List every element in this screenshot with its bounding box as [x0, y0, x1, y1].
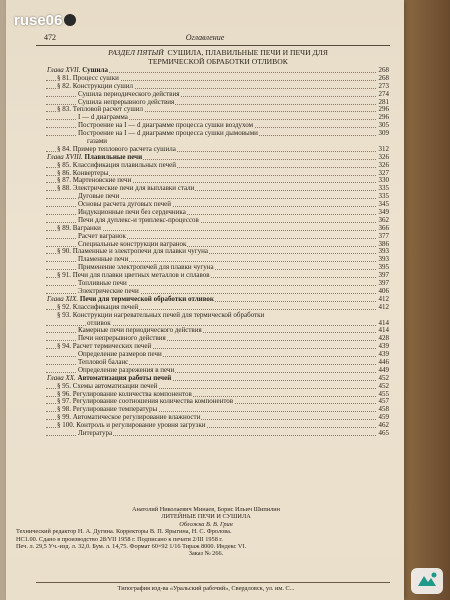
- colophon-authors: Анатолий Николаевич Минаев, Борис Ильич Шипилин: [132, 506, 280, 513]
- toc-entry-title: Печи для дуплекс-и триплекс-процессов: [78, 215, 199, 224]
- footer-rule: [36, 582, 390, 583]
- watermark: [14, 12, 76, 29]
- toc-entry-number: Глава XX.: [47, 373, 76, 382]
- toc-entry-number: § 81.: [57, 73, 71, 82]
- toc-entry-number: Глава XVII.: [47, 66, 81, 74]
- toc-entry-number: § 83.: [57, 105, 71, 114]
- toc-entry-title: Тепловой баланс: [78, 357, 129, 366]
- toc-page-number: 296: [378, 113, 389, 122]
- toc-entry-number: § 95.: [57, 381, 71, 390]
- toc-page-number: 428: [378, 334, 389, 343]
- toc-entry-text: [56, 185, 195, 193]
- toc-entry-title: Регулирование количества компонентов: [72, 389, 192, 398]
- toc-entry-title: Определение разрежения в печи: [78, 365, 175, 374]
- toc-entry-title: Электрические печи: [78, 286, 139, 295]
- toc-entry-title: Классификация печей: [72, 302, 139, 311]
- colophon-line-1: НС1.00. Сдано в производство 28/VII 1958 г. Подписано к печати 2/III 1958 г.: [16, 535, 223, 543]
- toc-entry-number: § 92.: [57, 302, 71, 311]
- part-title-2: ТЕРМИЧЕСКОЙ ОБРАБОТКИ ОТЛИВОК: [148, 56, 288, 66]
- toc-entry-title: Конструкции сушил: [72, 81, 134, 90]
- toc-page-number: 330: [378, 176, 389, 185]
- toc-page-number: 439: [378, 342, 389, 351]
- toc-entry-title: отливок: [87, 318, 111, 327]
- toc-page-number: 393: [378, 255, 389, 264]
- toc-page-number: 281: [378, 97, 389, 106]
- colophon-editors: Технический редактор Н. А. Дугина. Корректоры В. П. Ярыгина, Н. С. Фролова.: [16, 528, 232, 536]
- toc-entry-title: Регулирование соотношения количества компонентов: [72, 397, 234, 406]
- toc-entry-number: § 98.: [57, 405, 71, 414]
- watermark-text: ruse06: [14, 12, 63, 29]
- toc-page-number: 452: [378, 381, 389, 390]
- running-title: Оглавление: [185, 33, 225, 42]
- toc-page-number: 268: [378, 66, 389, 74]
- toc-page-number: 406: [378, 286, 389, 295]
- colophon-cover: Обложка В. В. Грин: [179, 520, 233, 528]
- toc-page-number: 457: [378, 397, 389, 406]
- toc-page-number: 362: [378, 215, 389, 224]
- toc-entry-title: Сушила периодического действия: [78, 89, 180, 98]
- toc-page-number: 439: [378, 350, 389, 359]
- toc-entry-title: Мартеновские печи: [72, 176, 132, 185]
- toc-entry-number: § 85.: [57, 160, 71, 169]
- toc-entry-title: Камерные печи периодического действия: [78, 326, 202, 335]
- toc-entry-title: Пламенные печи: [78, 255, 129, 264]
- toc-page-number: 397: [378, 271, 389, 280]
- toc-entry-title: Вагранки: [72, 223, 101, 232]
- toc-entry-title: Конструкции нагревательных печей для термической обработки: [72, 310, 265, 319]
- table-of-contents: [46, 49, 390, 438]
- toc-entry-number: § 90.: [57, 247, 71, 256]
- toc-page-number: 449: [378, 365, 389, 374]
- toc-entry-title: Печи для термической обработки отливок: [79, 294, 214, 303]
- toc-page-number: 462: [378, 421, 389, 430]
- toc-entry-title: Пламенные и электропечи для плавки чугуна: [72, 247, 208, 256]
- toc-entry-number: § 84.: [57, 144, 71, 153]
- toc-entry-title: Основы расчета дуговых печей: [78, 200, 171, 209]
- toc-page-number: 458: [378, 405, 389, 414]
- toc-entry-title: Печи непрерывного действия: [78, 334, 166, 343]
- toc-entry-title: Расчет вагранок: [78, 231, 126, 240]
- toc-entry-title: Определение размеров печи: [78, 350, 162, 359]
- toc-page-number: 349: [378, 208, 389, 217]
- toc-entry-number: § 88.: [57, 184, 71, 193]
- toc-page-number: 377: [378, 231, 389, 240]
- toc-page-number: 326: [378, 160, 389, 169]
- toc-entry-title: газами: [87, 137, 108, 146]
- colophon-book-title: ЛИТЕЙНЫЕ ПЕЧИ И СУШИЛА: [161, 513, 251, 521]
- toc-page-number: 312: [378, 144, 389, 153]
- toc-page-number: 327: [378, 168, 389, 177]
- toc-entry-number: § 82.: [57, 81, 71, 90]
- toc-entry-number: § 89.: [57, 223, 71, 232]
- toc-entry-title: Автоматическое регулирование влажности: [72, 413, 201, 422]
- toc-page-number: 305: [378, 121, 389, 130]
- toc-page-number: 414: [378, 326, 389, 335]
- toc-entry-number: § 86.: [57, 168, 71, 177]
- toc-entry-title: Классификация плавильных печей: [72, 160, 176, 169]
- toc-entry-title: Электрические печи для выплавки стали: [72, 184, 195, 193]
- toc-entry-number: § 94.: [57, 342, 71, 351]
- toc-page-number: 414: [378, 318, 389, 327]
- toc-entry-number: Глава XVIII.: [47, 152, 83, 161]
- header-rule: [36, 45, 390, 46]
- toc-page-number: 268: [378, 73, 389, 82]
- toc-entry-title: Печи для плавки цветных металлов и сплавов: [72, 271, 210, 280]
- toc-entry-title: Тепловой расчет сушил: [72, 105, 144, 114]
- toc-page-number: 452: [378, 373, 389, 382]
- toc-page-number: 386: [378, 239, 389, 248]
- toc-page-number: 455: [378, 389, 389, 398]
- toc-entry-title: Топливные печи: [78, 279, 127, 288]
- toc-page-number: 274: [378, 89, 389, 98]
- logo-icon: [410, 566, 444, 596]
- toc-entry-title: Автоматизация работы печей: [77, 373, 172, 382]
- toc-entry-title: Конвертеры: [72, 168, 109, 177]
- toc-entry-title: Схемы автоматизации печей: [72, 381, 158, 390]
- colophon-line-2: Печ. л. 29,5 Уч.-изд. л. 32,0. Бум. л. 14,75. Формат 60×92 1/16 Тираж 8000. Индекс VI.: [16, 543, 247, 551]
- toc-page-number: 309: [378, 129, 389, 138]
- colophon: [16, 506, 396, 558]
- toc-page-number: 412: [378, 302, 389, 311]
- toc-entry-number: § 96.: [57, 389, 71, 398]
- toc-entry-title: Специальные конструкции вагранок: [78, 239, 187, 248]
- toc-entry-text: [77, 430, 113, 438]
- page-number: 472: [44, 33, 56, 42]
- toc-entry-title: Индукционные печи без сердечника: [78, 208, 186, 217]
- toc-row: [46, 430, 390, 438]
- toc-rows: [46, 67, 390, 438]
- toc-entry-title: Процесс сушки: [72, 73, 119, 82]
- toc-entry-title: I — d диаграмма: [78, 113, 128, 122]
- toc-entry-number: § 91.: [57, 271, 71, 280]
- toc-entry-title: Сушила: [82, 66, 108, 74]
- toc-entry-number: § 87.: [57, 176, 71, 185]
- toc-entry-number: § 93.: [57, 310, 71, 319]
- toc-page-number: 345: [378, 200, 389, 209]
- printer-line: Типография изд-ва «Уральский рабочий», Свердловск, ул. им. С...: [117, 585, 295, 592]
- toc-page-number: 395: [378, 263, 389, 272]
- toc-page-number: 335: [378, 192, 389, 201]
- toc-page-number: 446: [378, 357, 389, 366]
- part-title-1: СУШИЛА, ПЛАВИЛЬНЫЕ ПЕЧИ И ПЕЧИ ДЛЯ: [167, 48, 328, 57]
- colophon-order: Заказ № 266.: [188, 550, 224, 558]
- toc-page-number: 335: [378, 184, 389, 193]
- toc-page-number: 366: [378, 223, 389, 232]
- toc-entry-title: Литература: [78, 428, 113, 437]
- toc-entry-number: § 100.: [57, 421, 75, 430]
- toc-entry-title: Плавильные печи: [84, 152, 143, 161]
- toc-entry-title: Применение электропечей для плавки чугуна: [78, 263, 214, 272]
- toc-page-number: 412: [378, 294, 389, 303]
- toc-entry-title: Построение на I — d диаграмме процесса сушки дымовыми: [78, 129, 258, 138]
- toc-entry-title: Сушила непрерывного действия: [78, 97, 175, 106]
- toc-page-number: 397: [378, 279, 389, 288]
- toc-page-number: 296: [378, 105, 389, 114]
- part-label: РАЗДЕЛ ПЯТЫЙ: [108, 48, 164, 57]
- toc-entry-title: Контроль и регулирование уровня загрузки: [76, 421, 206, 430]
- toc-entry-number: Глава XIX.: [47, 294, 79, 303]
- toc-entry-number: § 97.: [57, 397, 71, 406]
- watermark-dot-icon: [64, 14, 76, 26]
- toc-entry-title: Пример теплового расчета сушила: [72, 144, 176, 153]
- toc-entry-title: Регулирование температуры: [72, 405, 158, 414]
- toc-entry-number: § 99.: [57, 413, 71, 422]
- toc-page-number: 465: [378, 428, 389, 437]
- part-heading: [46, 49, 390, 66]
- book-page: [6, 0, 404, 600]
- toc-page-number: 273: [378, 81, 389, 90]
- toc-page-number: 459: [378, 413, 389, 422]
- toc-entry-title: Расчет термических печей: [72, 342, 152, 351]
- toc-page-number: 326: [378, 152, 389, 161]
- toc-page-number: 393: [378, 247, 389, 256]
- toc-entry-title: Построение на I — d диаграмме процесса сушки воздухом: [78, 121, 254, 130]
- toc-entry-title: Дуговые печи: [78, 192, 120, 201]
